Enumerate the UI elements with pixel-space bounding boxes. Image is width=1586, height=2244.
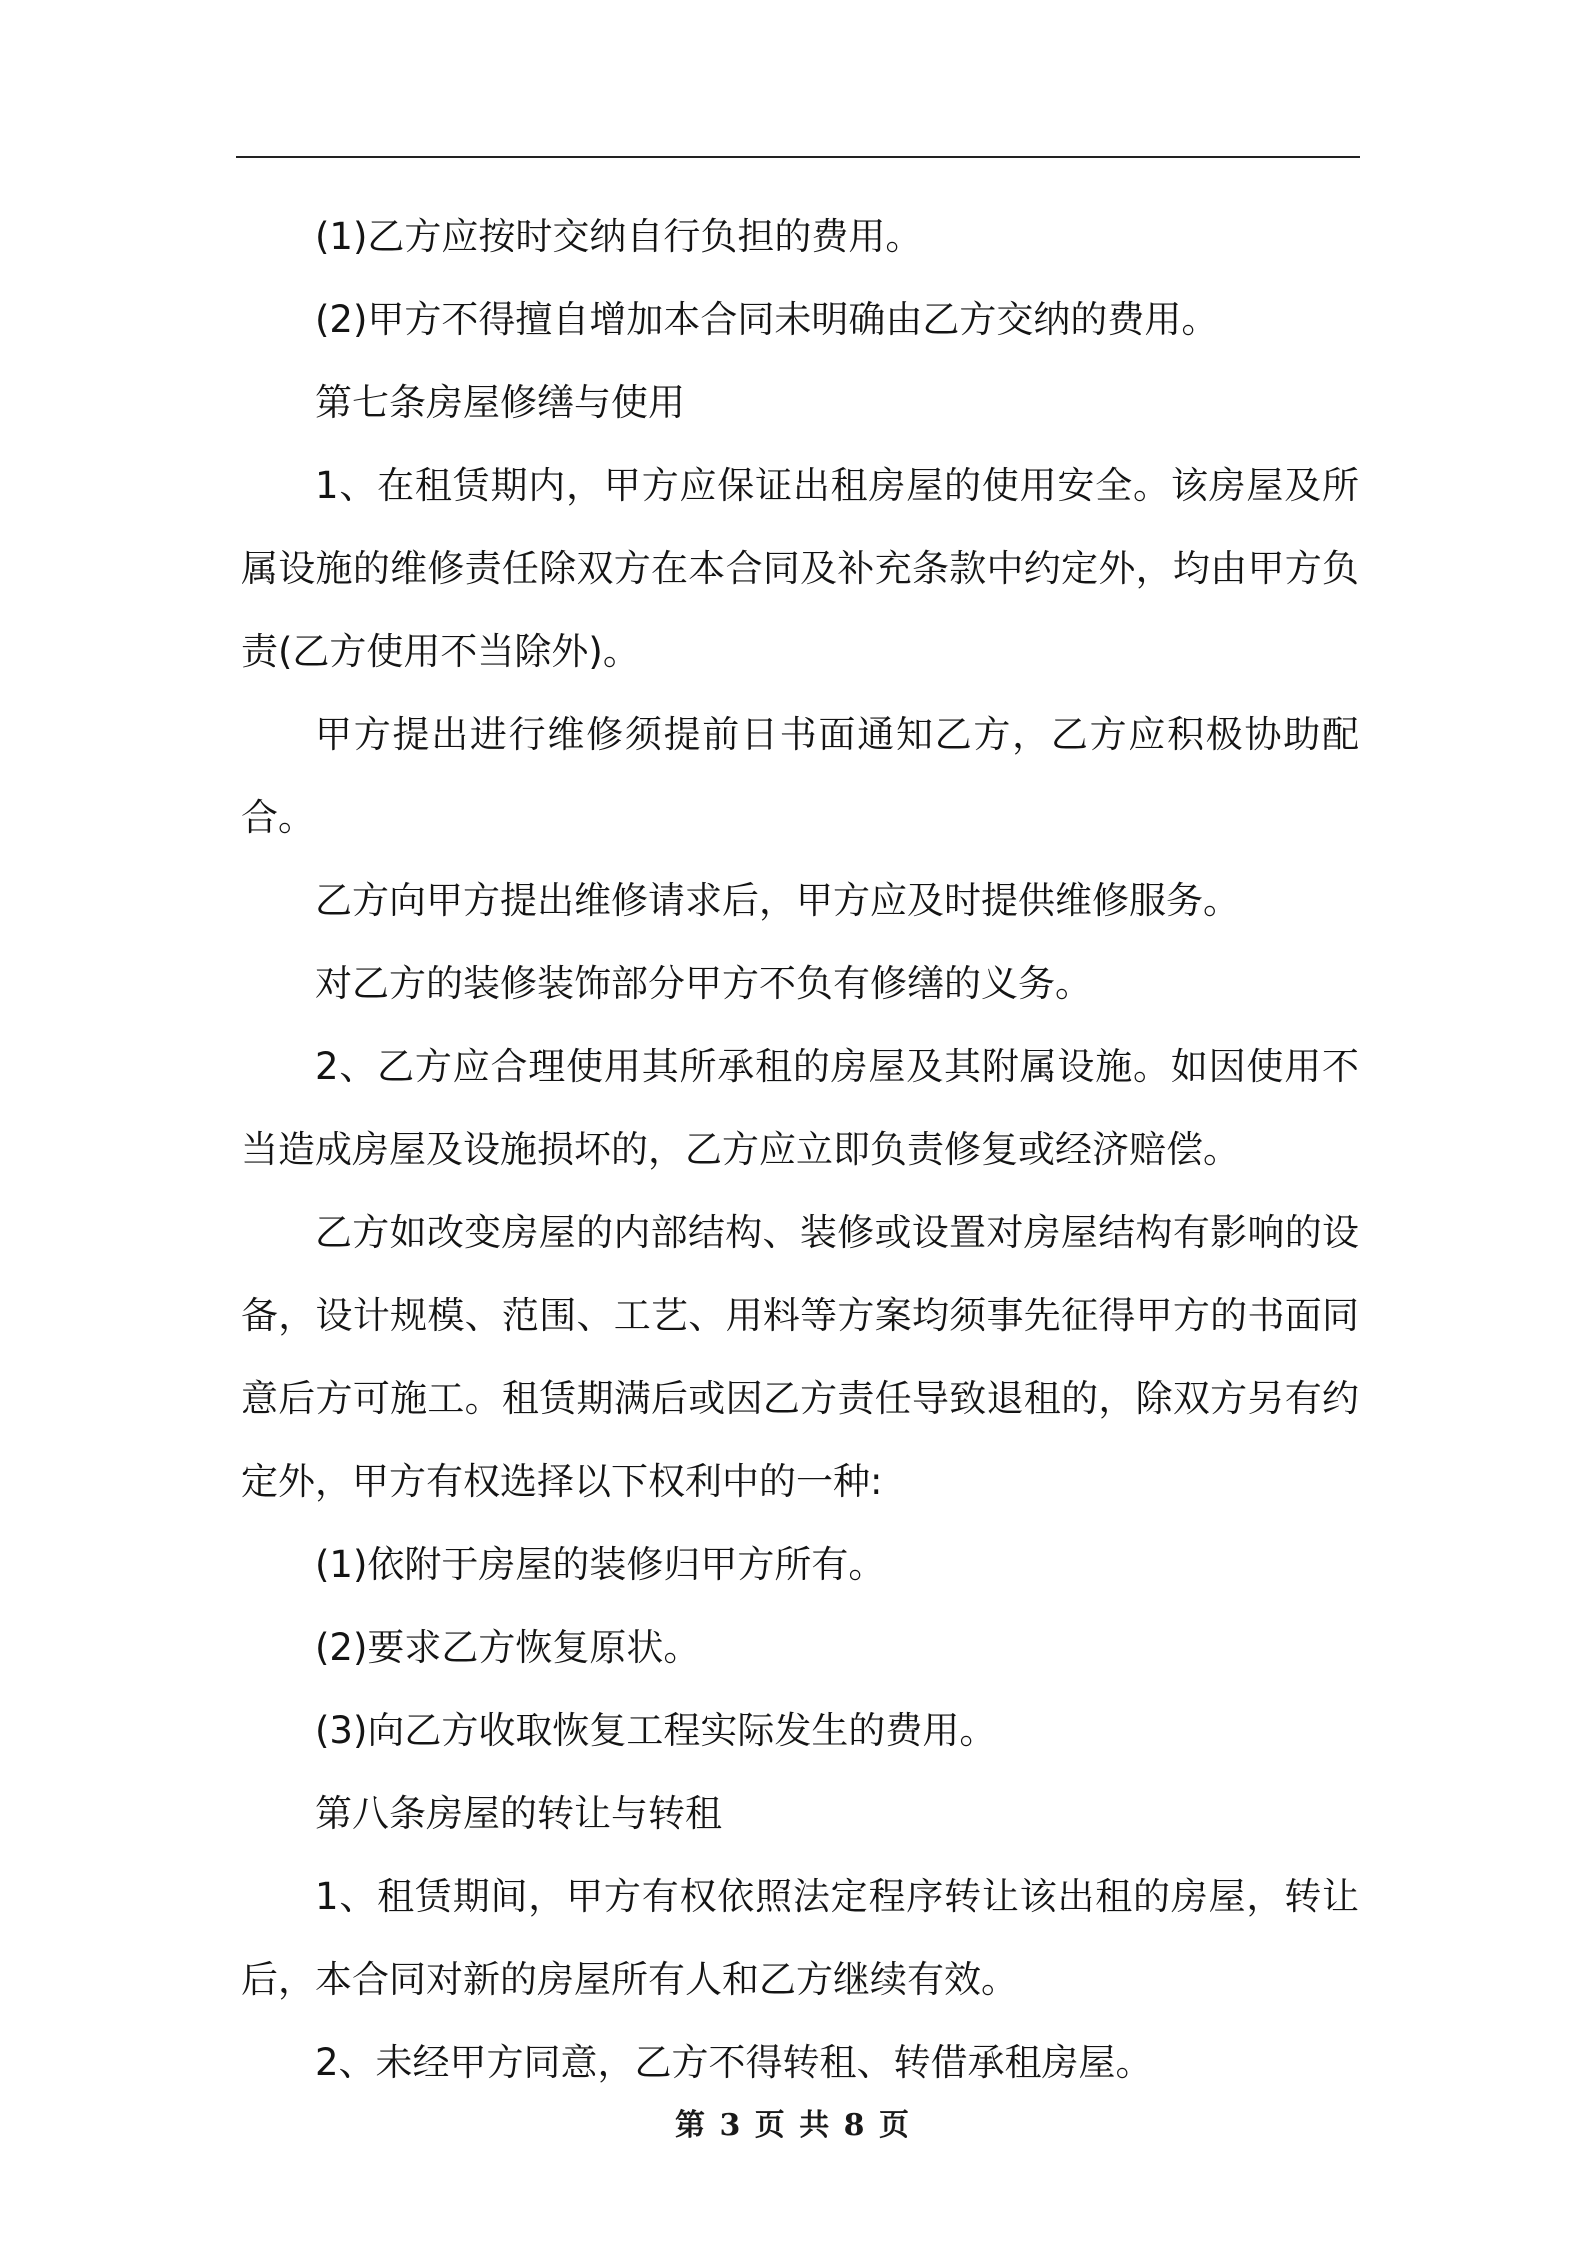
paragraph-fee-2: (2)甲方不得擅自增加本合同未明确由乙方交纳的费用。	[315, 298, 1219, 341]
paragraph-article-8-clause-2: 2、未经甲方同意，乙方不得转租、转借承租房屋。	[315, 2041, 1153, 2084]
article-8-heading: 第八条房屋的转让与转租	[315, 1792, 722, 1835]
paragraph-repair-notice: 甲方提出进行维修须提前日书面通知乙方，乙方应积极协助配合。	[241, 713, 1359, 839]
page-number: 第 3 页 共 8 页	[675, 2108, 911, 2143]
header-divider	[236, 156, 1360, 158]
article-7-heading: 第七条房屋修缮与使用	[315, 381, 685, 424]
paragraph-structure-change: 乙方如改变房屋的内部结构、装修或设置对房屋结构有影响的设备，设计规模、范围、工艺、用料等方案均须事先征得甲方的书面同意后方可施工。租赁期满后或因乙方责任导致退租的，除双方另有约定外，甲方有权选择以下权利中的一种:	[241, 1211, 1359, 1503]
document-body	[241, 195, 1359, 2104]
paragraph-decoration-exempt: 对乙方的装修装饰部分甲方不负有修缮的义务。	[315, 962, 1092, 1005]
paragraph-option-1: (1)依附于房屋的装修归甲方所有。	[315, 1543, 886, 1586]
paragraph-repair-request: 乙方向甲方提出维修请求后，甲方应及时提供维修服务。	[315, 879, 1240, 922]
paragraph-option-3: (3)向乙方收取恢复工程实际发生的费用。	[315, 1709, 997, 1752]
paragraph-article-7-clause-1: 1、在租赁期内，甲方应保证出租房屋的使用安全。该房屋及所属设施的维修责任除双方在本合同及补充条款中约定外，均由甲方负责(乙方使用不当除外)。	[241, 464, 1359, 673]
paragraph-article-8-clause-1: 1、租赁期间，甲方有权依照法定程序转让该出租的房屋，转让后，本合同对新的房屋所有人和乙方继续有效。	[241, 1875, 1359, 2001]
paragraph-fee-1: (1)乙方应按时交纳自行负担的费用。	[315, 215, 923, 258]
paragraph-option-2: (2)要求乙方恢复原状。	[315, 1626, 701, 1669]
paragraph-article-7-clause-2: 2、乙方应合理使用其所承租的房屋及其附属设施。如因使用不当造成房屋及设施损坏的，乙方应立即负责修复或经济赔偿。	[241, 1045, 1359, 1171]
